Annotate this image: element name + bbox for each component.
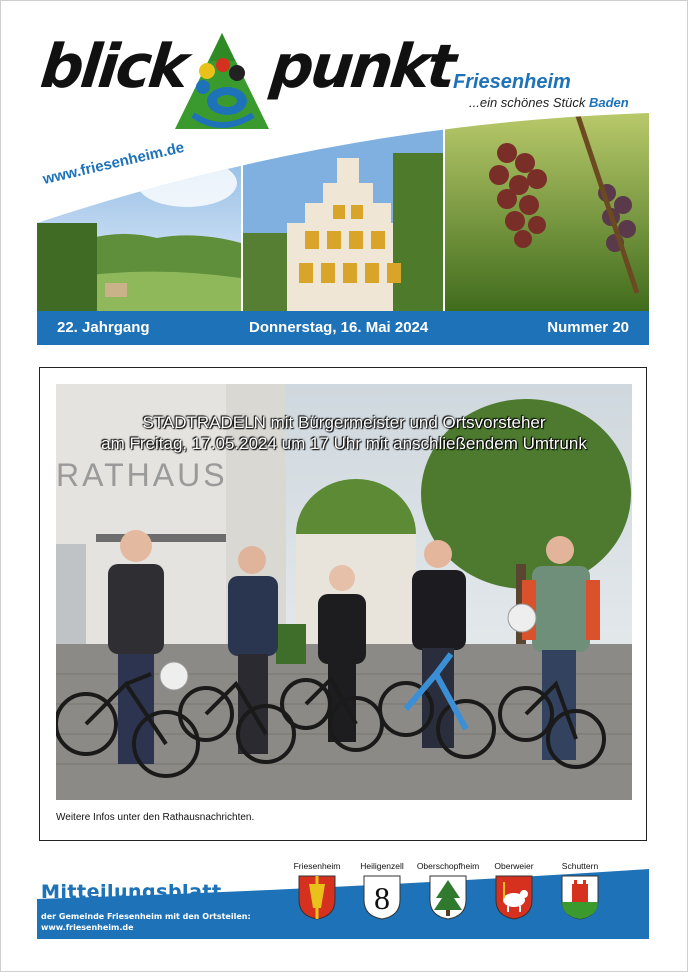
issue-number: Nummer 20: [547, 319, 629, 336]
logo-word-blick: blick: [37, 32, 190, 102]
helmet-icon: [508, 604, 536, 632]
subtitle-line-1: der Gemeinde Friesenheim mit den Ortsteilen:: [41, 912, 251, 921]
heiligenzell-crest-icon: [362, 874, 402, 920]
crest-label: Schuttern: [561, 861, 599, 871]
lead-story: [39, 367, 647, 841]
tagline-text: ...ein schönes Stück: [469, 95, 586, 110]
lead-headline: [56, 412, 632, 455]
publication-subtitle: [41, 912, 251, 934]
oberweier-crest-icon: [494, 874, 534, 920]
tagline-accent: Baden: [588, 95, 629, 110]
heiligenzell-crest-symbol: 8: [374, 880, 390, 916]
header-photo-collage: [37, 113, 649, 313]
crest-schuttern: [545, 861, 615, 920]
publication-title: [41, 881, 222, 903]
friesenheim-crest-icon: [297, 874, 337, 920]
lead-photo: [56, 384, 632, 800]
headline-line-1: STADTRADELN mit Bürgermeister und Ortsvorsteher: [142, 413, 546, 432]
crest-label: Friesenheim: [293, 861, 341, 871]
lead-caption: Weitere Infos unter den Rathausnachrichten.: [56, 812, 255, 823]
crest-label: Oberschopfheim: [416, 861, 480, 871]
town-name: Friesenheim: [453, 71, 571, 93]
schuttern-crest-icon: [560, 874, 600, 920]
logo-word-punkt: punkt: [267, 32, 457, 102]
crest-label: Heiligenzell: [360, 861, 404, 871]
website-link[interactable]: www.friesenheim.de: [41, 138, 186, 188]
publication-title-text: Mitteilungsblatt: [41, 881, 222, 903]
issue-date: Donnerstag, 16. Mai 2024: [249, 319, 429, 336]
subtitle-line-2: www.friesenheim.de: [41, 922, 134, 932]
headline-line-2: am Freitag, 17.05.2024 um 17 Uhr mit anschließendem Umtrunk: [101, 434, 587, 454]
oberschopfheim-crest-icon: [428, 874, 468, 920]
crest-label: Oberweier: [494, 861, 534, 871]
helmet-icon: [160, 662, 188, 690]
building-sign: RATHAUS: [56, 457, 228, 493]
tagline: [469, 95, 629, 110]
volume-label: 22. Jahrgang: [57, 319, 150, 336]
issue-info-bar: [37, 311, 649, 345]
